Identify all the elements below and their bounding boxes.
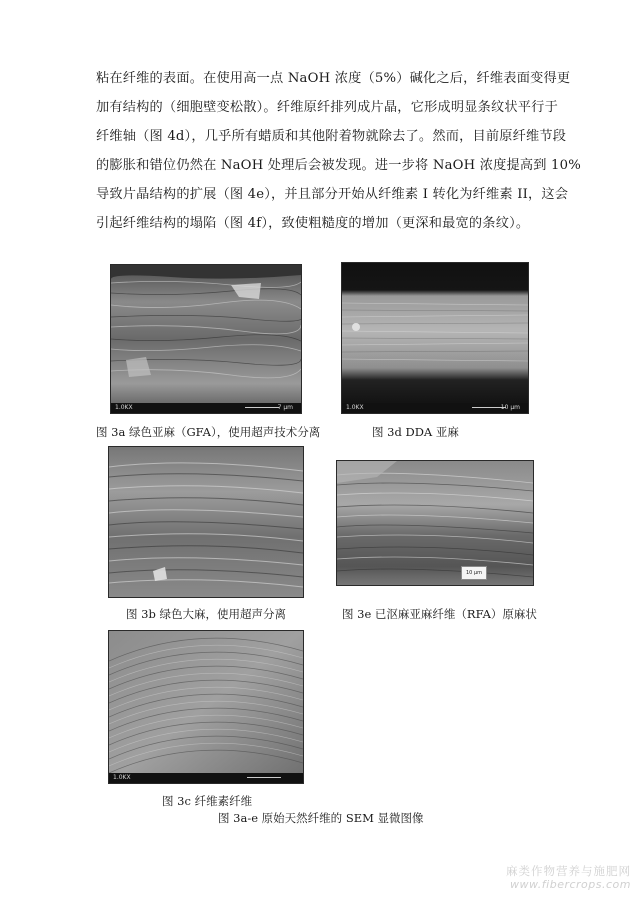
sem-texture xyxy=(109,447,303,597)
scale-tick xyxy=(245,407,279,408)
sem-image-3a xyxy=(110,264,302,414)
sem-texture xyxy=(337,461,533,585)
sem-image-3c xyxy=(108,630,304,784)
figure-caption: 图 3d DDA 亚麻 xyxy=(372,425,459,439)
scale-bar xyxy=(109,773,303,783)
paragraph-line: 粘在纤维的表面。在使用高一点 NaOH 浓度（5%）碱化之后，纤维表面变得更 xyxy=(96,71,571,86)
scale-tick xyxy=(247,777,281,778)
overall-figure-caption: 图 3a-e 原始天然纤维的 SEM 显微图像 xyxy=(218,811,424,825)
watermark-url: www.fibercrops.com xyxy=(510,878,631,891)
watermark xyxy=(506,865,631,891)
paragraph-line: 导致片晶结构的扩展（图 4e），并且部分开始从纤维素 I 转化为纤维素 II，这会 xyxy=(96,187,569,202)
scale-length-label: 10 µm xyxy=(500,404,520,411)
scale-bar: 10 µm xyxy=(461,566,487,580)
sem-image-3d xyxy=(341,262,529,414)
figure-caption: 图 3e 已沤麻亚麻纤维（RFA）原麻状 xyxy=(342,607,537,621)
figure-caption: 图 3b 绿色大麻，使用超声分离 xyxy=(126,607,286,621)
figure-caption: 图 3c 纤维素纤维 xyxy=(162,794,253,808)
sem-texture xyxy=(342,263,528,413)
figure-caption: 图 3a 绿色亚麻（GFA），使用超声技术分离 xyxy=(96,425,321,439)
paragraph-line: 的膨胀和错位仍然在 NaOH 处理后会被发现。进一步将 NaOH 浓度提高到 10% xyxy=(96,158,581,173)
magnification-label: 1.0KX xyxy=(113,774,131,781)
body-paragraph xyxy=(96,64,581,238)
scale-bar xyxy=(342,403,528,413)
scale-length-label: 7 µm xyxy=(277,404,293,411)
sem-texture xyxy=(109,631,303,783)
paragraph-line: 引起纤维结构的塌陷（图 4f），致使粗糙度的增加（更深和最宽的条纹）。 xyxy=(96,216,530,231)
watermark-title: 麻类作物营养与施肥网 xyxy=(506,864,631,878)
magnification-label: 1.0KX xyxy=(115,404,133,411)
sem-image-3e xyxy=(336,460,534,586)
paragraph-line: 纤维轴（图 4d），几乎所有蜡质和其他附着物就除去了。然而，目前原纤维节段 xyxy=(96,129,567,144)
magnification-label: 1.0KX xyxy=(346,404,364,411)
sem-image-3b xyxy=(108,446,304,598)
paragraph-line: 加有结构的（细胞壁变松散）。纤维原纤排列成片晶，它形成明显条纹状平行于 xyxy=(96,100,558,115)
sem-texture xyxy=(111,265,301,413)
scale-bar xyxy=(111,403,301,413)
